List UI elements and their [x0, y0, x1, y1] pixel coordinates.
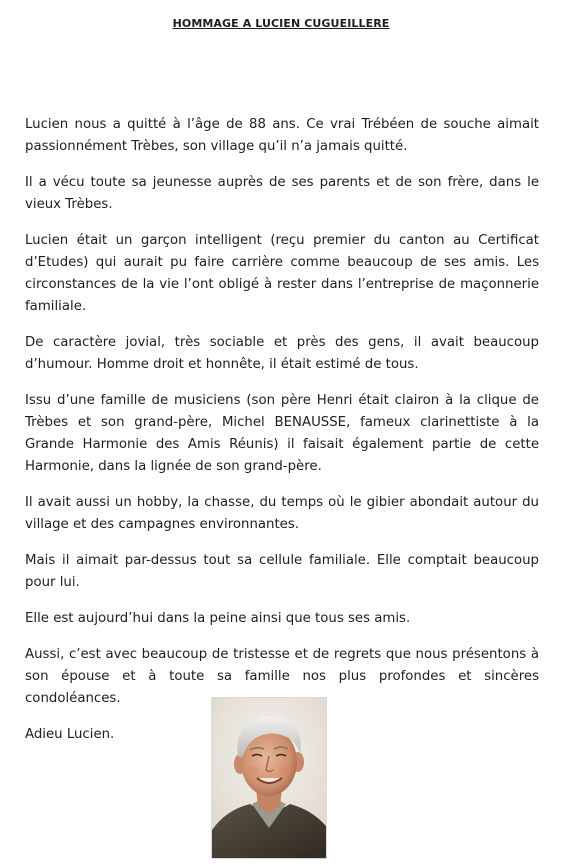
portrait-photo — [211, 697, 327, 859]
paragraph-9: Aussi, c’est avec beaucoup de tristesse et de regrets que nous présentons à son épouse et à toute sa famille nos plus profondes et sincères condoléances. — [25, 647, 539, 706]
document-body — [25, 114, 539, 758]
paragraph-2: Il a vécu toute sa jeunesse auprès de ses parents et de son frère, dans le vieux Trèbes. — [25, 175, 539, 212]
paragraph-10: Adieu Lucien. — [25, 727, 115, 742]
paragraph-6: Il avait aussi un hobby, la chasse, du temps où le gibier abondait autour du village et des campagnes environnantes. — [25, 495, 539, 532]
paragraph-1: Lucien nous a quitté à l’âge de 88 ans. Ce vrai Trébéen de souche aimait passionnément Trèbes, son village qu’il n’a jamais quitté. — [25, 117, 539, 154]
paragraph-7: Mais il aimait par-dessus tout sa cellule familiale. Elle comptait beaucoup pour lui. — [25, 553, 539, 590]
paragraph-5: Issu d’une famille de musiciens (son père Henri était clairon à la clique de Trèbes et son grand-père, Michel BENAUSSE, fameux clarinettiste à la Grande Harmonie des Amis Réunis) il faisait également partie de cette Harmonie, dans la lignée de son grand-père. — [25, 393, 539, 474]
portrait-photo-icon — [212, 698, 326, 858]
paragraph-3: Lucien était un garçon intelligent (reçu premier du canton au Certificat d’Etudes) qui aurait pu faire carrière comme beaucoup de ses amis. Les circonstances de la vie l’ont obligé à rester dans l’entreprise de maçonnerie familiale. — [25, 233, 539, 314]
document-title: HOMMAGE A LUCIEN CUGUEILLERE — [172, 17, 390, 30]
paragraph-4: De caractère jovial, très sociable et près des gens, il avait beaucoup d’humour. Homme droit et honnête, il était estimé de tous. — [25, 335, 539, 372]
paragraph-8: Elle est aujourd’hui dans la peine ainsi que tous ses amis. — [25, 611, 411, 626]
